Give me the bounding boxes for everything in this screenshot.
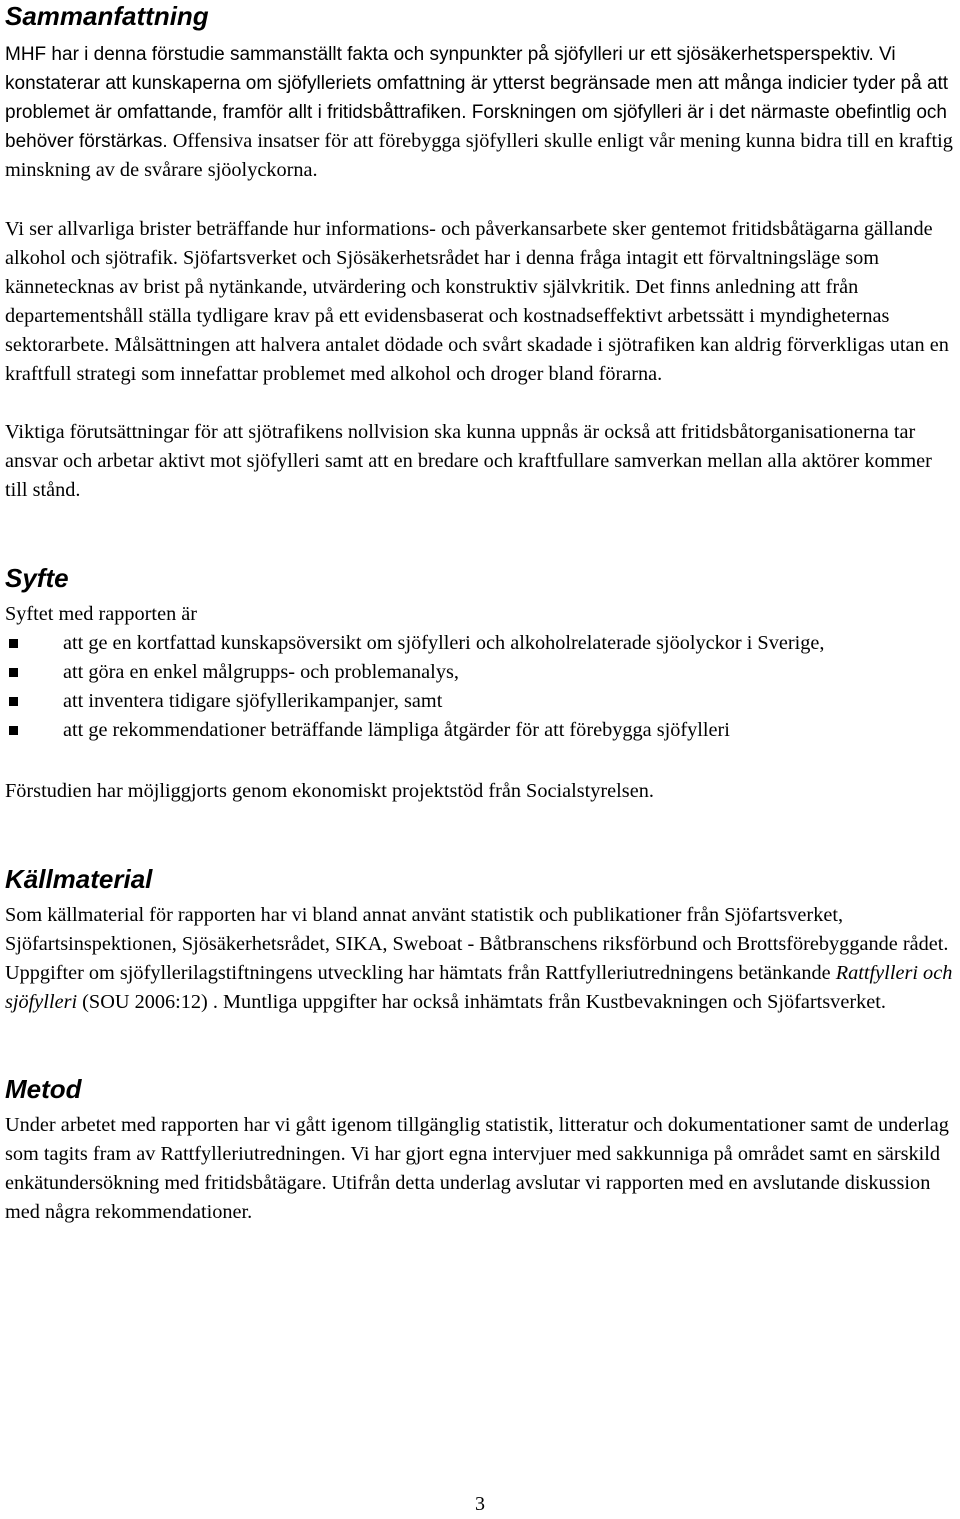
section-heading-syfte: Syfte — [5, 563, 69, 593]
bullet-icon — [9, 668, 18, 677]
syfte-list — [5, 629, 957, 745]
list-item: att göra en enkel målgrupps- och problemanalys, — [5, 658, 957, 687]
page-number: 3 — [475, 1493, 485, 1515]
section-heading-kallmaterial: Källmaterial — [5, 864, 153, 894]
list-item: att ge en kortfattad kunskapsöversikt om sjöfylleri och alkoholrelaterade sjöolyckor i Sverige, — [5, 629, 957, 658]
summary-paragraph-3: Viktiga förutsättningar för att sjötrafikens nollvision ska kunna uppnås är också att fritidsbåtorganisationerna tar ansvar och arbetar aktivt mot sjöfylleri samt att en bredare och kraftfullare samverkan mellan alla aktörer kommer till stånd. — [5, 421, 932, 501]
section-heading-metod: Metod — [5, 1074, 82, 1104]
list-item: att ge rekommendationer beträffande lämpliga åtgärder för att förebygga sjöfylleri — [5, 716, 957, 745]
summary-paragraph-2: Vi ser allvarliga brister beträffande hur informations- och påverkansarbete sker gentemot fritidsbåtägarna gällande alkohol och sjötrafik. Sjöfartsverket och Sjösäkerhetsrådet har i denna fråga intagit ett förvaltningsläge som kännetecknas av brist på nytänkande, utvärdering och konstruktiv självkritik. Det finns anledning att från departementshåll ställa tydligare krav på ett evidensbaserat och kostnadseffektivt arbetssätt i myndigheternas sektorarbete. Målsättningen att halvera antalet dödade och svårt skadade i sjötrafiken kan aldrig förverkligas utan en kraftfull strategi som innefattar problemet med alkohol och droger bland förarna. — [5, 218, 949, 385]
report-title-italic: Rattfylleri och sjöfylleri — [5, 962, 953, 1013]
summary-paragraph-1-serif: Offensiva insatser för att förebygga sjöfylleri skulle enligt vår mening kunna bidra till en kraftig minskning av de svårare sjöolyckorna. — [5, 130, 953, 181]
bullet-icon — [9, 697, 18, 706]
list-item: att inventera tidigare sjöfyllerikampanjer, samt — [5, 687, 957, 716]
summary-paragraph-1-sans: MHF har i denna förstudie sammanställt fakta och synpunkter på sjöfylleri ur ett sjösäkerhetsperspektiv. Vi konstaterar att kunskaperna om sjöfylleriets omfattning är ytterst begränsade men att många indicier tyder på att problemet är omfattande, framför allt i fritidsbåttrafiken. Forskningen om sjöfylleri är i det närmaste obefintlig och behöver förstärkas. — [5, 44, 949, 152]
metod-paragraph: Under arbetet med rapporten har vi gått igenom tillgänglig statistik, litteratur och dokumentationer samt de underlag som tagits fram av Rattfylleriutredningen. Vi har gjort egna intervjuer med sakkunniga på området samt en särskild enkätundersökning med fritidsbåtägare. Utifrån detta underlag avslutar vi rapporten med en avslutande diskussion med några rekommendationer. — [5, 1114, 949, 1223]
syfte-intro: Syftet med rapporten är — [5, 603, 198, 625]
syfte-closing: Förstudien har möjliggjorts genom ekonomiskt projektstöd från Socialstyrelsen. — [5, 780, 654, 802]
summary-paragraph-1 — [5, 40, 957, 185]
kallmaterial-paragraph: Som källmaterial för rapporten har vi bland annat använt statistik och publikationer från Sjöfartsverket, Sjöfartsinspektionen, Sjösäkerhetsrådet, SIKA, Sweboat - Båtbranschens riksförbund och Brottsförebyggande rådet. Uppgifter om sjöfyllerilagstiftningens utveckling har hämtats från Rattfylleriutredningens betänkande Rattfylleri och sjöfylleri (SOU 2006:12) . Muntliga uppgifter har också inhämtats från Kustbevakningen och Sjöfartsverket. — [5, 904, 953, 1013]
bullet-icon — [9, 639, 18, 648]
document-page — [5, 0, 957, 1227]
bullet-icon — [9, 726, 18, 735]
section-heading-sammanfattning: Sammanfattning — [5, 1, 209, 31]
